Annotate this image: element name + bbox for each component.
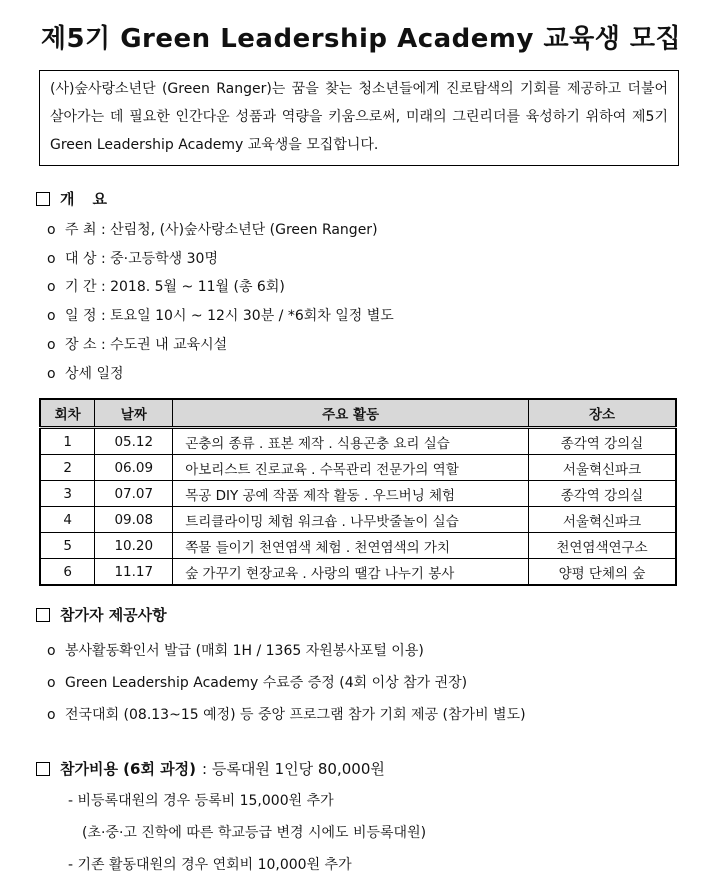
cell-activity: 숲 가꾸기 현장교육 . 사랑의 땔감 나누기 봉사	[173, 559, 529, 586]
bullet-icon: o	[47, 337, 56, 353]
overview-heading	[36, 188, 107, 209]
intro-box: (사)숲사랑소년단 (Green Ranger)는 꿈을 찾는 청소년들에게 진로탐색의 기회를 제공하고 더불어 살아가는 데 필요한 인간다운 성품과 역량을 키움으로써, 미래의 그린리더를 육성하기 위하여 제5기 Green Leadership Academy 교육생을 모집합니다.	[39, 70, 679, 166]
bullet-icon: o	[47, 251, 56, 267]
cell-round: 1	[40, 428, 95, 455]
overview-item: o 대 상 : 중·고등학생 30명	[47, 251, 218, 267]
provision-heading: 참가자 제공사항	[36, 604, 167, 625]
overview-heading-b: 요	[92, 190, 107, 208]
provision-item: o 전국대회 (08.13~15 예정) 등 중앙 프로그램 참가 기회 제공 (참가비 별도)	[47, 707, 526, 723]
col-header-place: 장소	[528, 399, 676, 428]
cell-date: 07.07	[95, 481, 173, 507]
bullet-icon: o	[47, 707, 56, 723]
bullet-icon: o	[47, 675, 56, 691]
table-row	[40, 559, 676, 586]
cell-round: 5	[40, 533, 95, 559]
fee-item: (초·중·고 진학에 따른 학교등급 변경 시에도 비등록대원)	[82, 825, 427, 841]
table-row	[40, 507, 676, 533]
cell-round: 2	[40, 455, 95, 481]
table-row	[40, 455, 676, 481]
fee-item: - 비등록대원의 경우 등록비 15,000원 추가	[68, 793, 334, 809]
table-row	[40, 428, 676, 455]
fee-detail: : 등록대원 1인당 80,000원	[202, 760, 385, 778]
cell-activity: 트리클라이밍 체험 워크숍 . 나무밧줄놀이 실습	[173, 507, 529, 533]
cell-date: 06.09	[95, 455, 173, 481]
cell-place: 천연염색연구소	[528, 533, 676, 559]
cell-activity: 곤충의 종류 . 표본 제작 . 식용곤충 요리 실습	[173, 428, 529, 455]
cell-date: 11.17	[95, 559, 173, 586]
checkbox-square-icon	[36, 608, 50, 622]
cell-date: 05.12	[95, 428, 173, 455]
cell-place: 서울혁신파크	[528, 507, 676, 533]
provision-item: o Green Leadership Academy 수료증 증정 (4회 이상 참가 권장)	[47, 675, 468, 691]
bullet-icon: o	[47, 279, 56, 295]
col-header-activity: 주요 활동	[173, 399, 529, 428]
col-header-round: 회차	[40, 399, 95, 428]
bullet-icon: o	[47, 308, 56, 324]
checkbox-square-icon	[36, 762, 50, 776]
cell-date: 10.20	[95, 533, 173, 559]
table-row	[40, 481, 676, 507]
overview-item: o 장 소 : 수도권 내 교육시설	[47, 337, 228, 353]
cell-round: 3	[40, 481, 95, 507]
cell-activity: 아보리스트 진로교육 . 수목관리 전문가의 역할	[173, 455, 529, 481]
schedule-table	[39, 398, 677, 586]
fee-item: - 기존 활동대원의 경우 연회비 10,000원 추가	[68, 857, 352, 873]
cell-place: 양평 단체의 숲	[528, 559, 676, 586]
cell-place: 서울혁신파크	[528, 455, 676, 481]
overview-item: o 주 최 : 산림청, (사)숲사랑소년단 (Green Ranger)	[47, 222, 378, 238]
overview-item: o 상세 일정	[47, 366, 124, 382]
table-row	[40, 533, 676, 559]
cell-activity: 쪽물 들이기 천연염색 체험 . 천연염색의 가치	[173, 533, 529, 559]
table-header-row	[40, 399, 676, 428]
fee-heading: 참가비용 (6회 과정) : 등록대원 1인당 80,000원	[36, 758, 385, 779]
bullet-icon: o	[47, 366, 56, 382]
cell-place: 종각역 강의실	[528, 481, 676, 507]
cell-round: 4	[40, 507, 95, 533]
cell-date: 09.08	[95, 507, 173, 533]
checkbox-square-icon	[36, 192, 50, 206]
bullet-icon: o	[47, 222, 56, 238]
provision-item: o 봉사활동확인서 발급 (매회 1H / 1365 자원봉사포털 이용)	[47, 643, 424, 659]
page-title: 제5기 Green Leadership Academy 교육생 모집	[40, 24, 682, 54]
cell-activity: 목공 DIY 공예 작품 제작 활동 . 우드버닝 체험	[173, 481, 529, 507]
overview-item: o 일 정 : 토요일 10시 ~ 12시 30분 / *6회차 일정 별도	[47, 308, 394, 324]
overview-item: o 기 간 : 2018. 5월 ~ 11월 (총 6회)	[47, 279, 285, 295]
overview-heading-a: 개	[60, 190, 75, 208]
col-header-date: 날짜	[95, 399, 173, 428]
cell-round: 6	[40, 559, 95, 586]
cell-place: 종각역 강의실	[528, 428, 676, 455]
bullet-icon: o	[47, 643, 56, 659]
